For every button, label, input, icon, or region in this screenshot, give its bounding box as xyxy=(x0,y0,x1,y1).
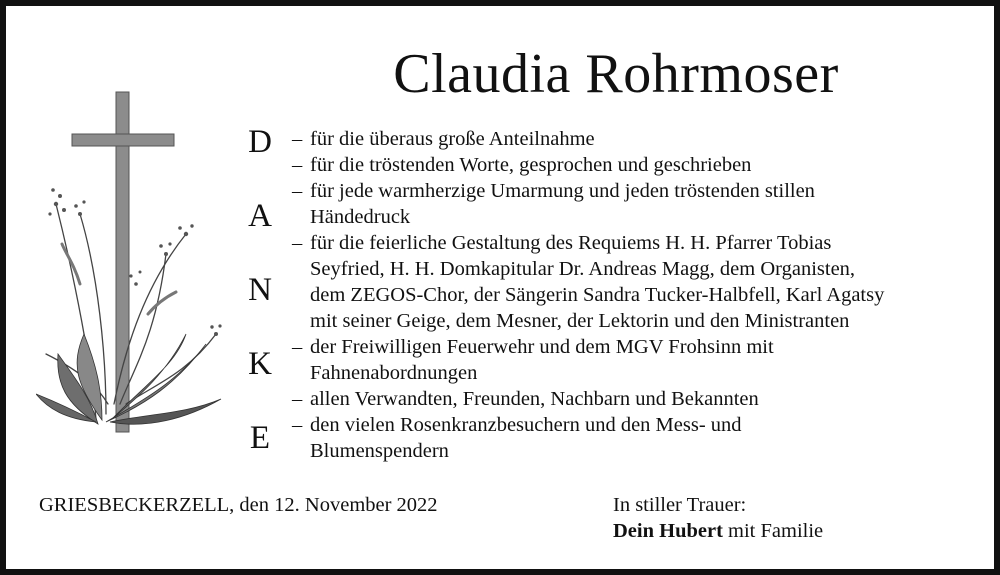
list-dash: – xyxy=(292,388,303,410)
thanks-line: Blumenspendern xyxy=(310,440,449,462)
cross-with-flowers-icon xyxy=(36,84,236,444)
danke-vertical-word xyxy=(242,124,278,484)
list-dash: – xyxy=(292,336,303,358)
thanks-item xyxy=(292,178,992,230)
list-dash: – xyxy=(292,414,303,436)
signature-rest: mit Familie xyxy=(722,520,824,542)
thanks-item xyxy=(292,334,992,386)
thanks-line: für jede warmherzige Umarmung und jeden tröstenden stillen xyxy=(310,180,815,202)
danke-letter-e: E xyxy=(249,420,271,456)
thanks-item xyxy=(292,126,992,152)
place-and-date: GRIESBECKERZELL, den 12. November 2022 xyxy=(39,494,438,516)
danke-letter-a: A xyxy=(248,198,272,234)
thanks-line: allen Verwandten, Freunden, Nachbarn und Bekannten xyxy=(310,388,759,410)
signature-name: Dein Hubert xyxy=(613,520,723,542)
thanks-line: Seyfried, H. H. Domkapitular Dr. Andreas Magg, dem Organisten, xyxy=(310,258,856,280)
signature-block xyxy=(613,492,823,544)
thanks-item xyxy=(292,230,992,334)
thanks-list xyxy=(292,126,992,464)
signature-intro: In stiller Trauer: xyxy=(613,494,747,516)
list-dash: – xyxy=(292,180,303,202)
thanks-line: Fahnenabordnungen xyxy=(310,362,478,384)
danke-letter-d: D xyxy=(248,124,272,160)
list-dash: – xyxy=(292,128,303,150)
thanks-item xyxy=(292,412,992,464)
signature-line xyxy=(613,518,823,544)
thanks-line: für die feierliche Gestaltung des Requiems H. H. Pfarrer Tobias xyxy=(310,232,832,254)
thanks-line: für die tröstenden Worte, gesprochen und geschrieben xyxy=(310,154,752,176)
list-dash: – xyxy=(292,154,303,176)
thanks-line: den vielen Rosenkranzbesuchern und den Mess- und xyxy=(310,414,742,436)
thanks-line: dem ZEGOS-Chor, der Sängerin Sandra Tucker-Halbfell, Karl Agatsy xyxy=(310,284,885,306)
thanks-line: der Freiwilligen Feuerwehr und dem MGV Frohsinn mit xyxy=(310,336,774,358)
danke-letter-k: K xyxy=(248,346,272,382)
thanks-item xyxy=(292,386,992,412)
list-dash: – xyxy=(292,232,303,254)
thanks-line: mit seiner Geige, dem Mesner, der Lektorin und den Ministranten xyxy=(310,310,850,332)
thanks-line: Händedruck xyxy=(310,206,411,228)
deceased-name: Claudia Rohrmoser xyxy=(393,43,839,105)
danke-letter-n: N xyxy=(248,272,272,308)
thanks-line: für die überaus große Anteilnahme xyxy=(310,128,595,150)
thanks-item xyxy=(292,152,992,178)
